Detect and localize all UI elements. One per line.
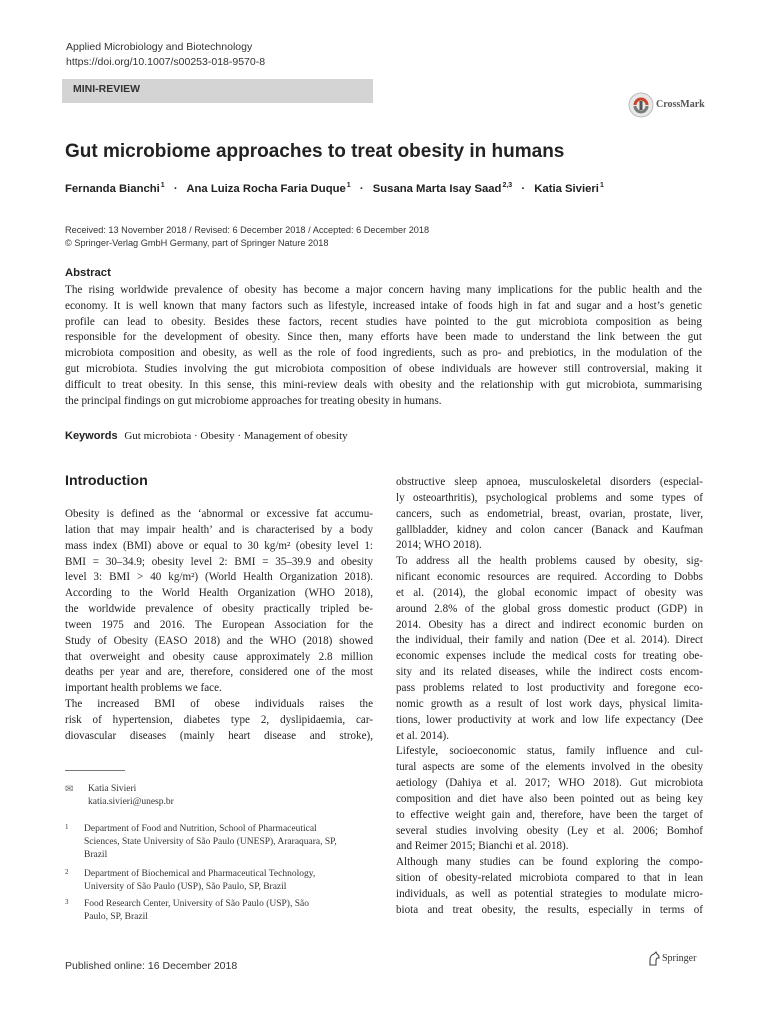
affiliation-line: Department of Food and Nutrition, School of Pharmaceutical [84, 824, 317, 834]
body-line: sition of obesity-related microbiota compared to that in lean [396, 872, 703, 885]
body-line: composition and diet have also been pointed out as being key [396, 792, 703, 805]
body-line: lation that may impair health’ and is characterised by a body [65, 523, 373, 536]
body-line: ly osteoarthritis), psychological problems and some types of [396, 491, 703, 504]
body-line: biota and treat obesity, the results, especially in terms of [396, 903, 703, 916]
section-label: MINI-REVIEW [73, 83, 141, 95]
article-title: Gut microbiome approaches to treat obesity in humans [65, 141, 565, 162]
affiliation-number: 1 [65, 823, 69, 831]
body-line: 2014. Obesity has a direct and indirect economic burden on [396, 618, 703, 631]
springer-label: Springer [662, 953, 697, 964]
affiliation-2 [65, 868, 375, 896]
keywords-label: Keywords [65, 430, 118, 442]
crossmark-label: CrossMark [656, 99, 705, 110]
journal-name: Applied Microbiology and Biotechnology [66, 41, 253, 53]
correspondence-email[interactable]: katia.sivieri@unesp.br [88, 797, 174, 807]
body-line: tween 1975 and 2016. The European Association for the [65, 618, 373, 631]
abstract-heading: Abstract [65, 267, 111, 279]
author-name[interactable]: Susana Marta Isay Saad [372, 183, 502, 195]
body-line: nificant economic resources are required. According to Dobbs [396, 571, 703, 584]
body-line: gallbladder, kidney and colon cancer (Banack and Kaufman [396, 523, 703, 536]
body-line: and Reimer 2015; Bianchi et al. 2018). [396, 840, 569, 853]
author-name[interactable]: Fernanda Bianchi [65, 183, 160, 195]
affiliation-number: 3 [65, 898, 69, 906]
received-dates: Received: 13 November 2018 / Revised: 6 December 2018 / Accepted: 6 December 2018 [65, 225, 430, 235]
body-line: tural aspects are some of the elements involved in the obesity [396, 761, 703, 774]
body-line: nomic growth as a result of lost work days, physical limita- [396, 697, 703, 710]
abstract-line: the principal findings on gut microbiome approaches for treating obesity in humans. [65, 394, 442, 407]
body-line: several studies involving obesity (Ley et al. 2006; Bomhof [396, 824, 703, 837]
journal-header [66, 40, 265, 70]
body-line: sity and its related diseases, while the indirect costs encom- [396, 666, 703, 679]
body-line: that overweight and obesity cause approximately 2.8 million [65, 650, 373, 663]
abstract-body [65, 283, 702, 409]
affiliation-line: Food Research Center, University of São Paulo (USP), São [84, 899, 309, 909]
affiliation-3 [65, 898, 375, 926]
body-line: individuals, as well as potential strategies to modulate micro- [396, 887, 703, 900]
body-line: To address all the health problems caused by obesity, sig- [396, 555, 703, 568]
body-line: et al. (2014), the global economic impact of obesity was [396, 586, 703, 599]
crossmark-icon [628, 92, 654, 118]
affiliation-line: Sciences, State University of São Paulo (UNESP), Araraquara, SP, [84, 837, 337, 847]
article-dates [65, 224, 429, 249]
keywords [65, 430, 348, 442]
body-line: the individual, their family and nation (Dee et al. 2014). Direct [396, 634, 703, 647]
affiliation-line: Paulo, SP, Brazil [84, 912, 148, 922]
body-line: mass index (BMI) above or equal to 30 kg/m² (obesity level 1: [65, 539, 373, 552]
body-line: obstructive sleep apnoea, musculoskeletal disorders (especial- [396, 476, 703, 488]
body-line: The increased BMI of obese individuals raises the [65, 698, 373, 711]
body-line: diovascular diseases (mainly heart disease and stroke), [65, 729, 373, 742]
springer-logo [648, 951, 706, 967]
author-separator: · [521, 183, 526, 195]
abstract-line: The rising worldwide prevalence of obesity has become a major concern having many implications for the public health and the [65, 284, 702, 296]
correspondence-name: Katia Sivieri [88, 784, 137, 794]
author-name[interactable]: Katia Sivieri [534, 183, 599, 195]
body-line: economic expenses include the medical costs for treating obe- [396, 650, 703, 663]
right-column-text [396, 475, 703, 919]
author-name[interactable]: Ana Luiza Rocha Faria Duque [186, 183, 346, 195]
body-line: BMI = 30–34.9; obesity level 2: BMI = 35–39.9 and obesity [65, 555, 373, 568]
body-line: around 2.8% of the global gross domestic product (GDP) in [396, 602, 703, 615]
author-affiliation-ref: 1 [599, 182, 604, 189]
body-line: Although many studies can be found exploring the compo- [396, 856, 703, 869]
body-line: tions, lower productivity at work and low life expectancy (Dee [396, 713, 703, 726]
body-line: 2014; WHO 2018). [396, 539, 482, 552]
author-list [65, 182, 604, 195]
affiliation-line: Brazil [84, 850, 108, 860]
body-line: deaths per year and are, therefore, considered one of the most [65, 666, 373, 679]
body-line: pass problems related to lost productivity and foregone eco- [396, 681, 703, 694]
body-line: risk of hypertension, diabetes type 2, dyslipidaemia, car- [65, 713, 373, 726]
author-affiliation-ref: 1 [346, 182, 351, 189]
keywords-text: Gut microbiota · Obesity · Management of obesity [124, 430, 348, 442]
body-line: et al. 2014). [396, 729, 449, 742]
abstract-line: profile can lead to obesity. Besides these factors, recent studies have pointed to the gut microbiota composition as being [65, 315, 702, 328]
author-separator: · [359, 183, 364, 195]
abstract-line: difficult to treat obesity. In this sense, this mini-review deals with obesity and the relationship with gut microbiota, summarising [65, 378, 702, 391]
envelope-icon: ✉ [65, 784, 74, 795]
author-affiliation-ref: 2,3 [502, 182, 513, 189]
body-line: important health problems we face. [65, 682, 222, 695]
affiliation-line: Department of Biochemical and Pharmaceutical Technology, [84, 869, 316, 879]
body-line: According to the World Health Organization (WHO 2018), [65, 587, 373, 600]
left-column-text [65, 507, 373, 745]
footnote-divider [65, 770, 125, 771]
body-line: Obesity is defined as the ‘abnormal or excessive fat accumu- [65, 508, 373, 520]
doi-link[interactable]: https://doi.org/10.1007/s00253-018-9570-8 [66, 56, 266, 68]
correspondence [65, 783, 375, 813]
body-line: Study of Obesity (EASO 2018) and the WHO (2018) showed [65, 634, 373, 647]
affiliation-line: University of São Paulo (USP), São Paulo, SP, Brazil [84, 882, 287, 892]
crossmark-badge[interactable] [628, 92, 738, 118]
body-line: to effective weight gain and, therefore, have been the target of [396, 808, 703, 821]
introduction-heading: Introduction [65, 473, 148, 489]
author-affiliation-ref: 1 [160, 182, 165, 189]
abstract-line: gut microbiota. Studies involving the gut microbiota composition of obese individuals are however still controversial, making it [65, 362, 702, 375]
springer-horse-icon [648, 951, 661, 967]
published-date: Published online: 16 December 2018 [65, 960, 238, 972]
abstract-line: microbiota composition and obesity, as well as the role of food ingredients, such as pro- and prebiotics, in the modulation of the [65, 347, 702, 360]
author-separator: · [173, 183, 178, 195]
section-banner [62, 79, 373, 103]
body-line: Lifestyle, socioeconomic status, family influence and cul- [396, 745, 703, 758]
body-line: level 3: BMI > 40 kg/m²) (World Health Organization 2018). [65, 571, 373, 584]
body-line: aetiology (Dahiya et al. 2017; WHO 2018). Gut microbiota [396, 777, 703, 790]
body-line: the worldwide prevalence of obesity practically tripled be- [65, 603, 373, 616]
affiliation-1 [65, 823, 375, 863]
abstract-line: responsible for the development of obesity. Since then, many efforts have been made to understand the link between the gut [65, 331, 702, 344]
copyright-line: © Springer-Verlag GmbH Germany, part of Springer Nature 2018 [65, 237, 329, 248]
abstract-line: economy. It is well known that many factors such as lifestyle, increased intake of foods high in fat and sugar and a host’s genetic [65, 299, 702, 312]
body-line: cancers, such as endometrial, breast, ovarian, prostate, liver, [396, 507, 703, 520]
affiliation-number: 2 [65, 868, 69, 876]
